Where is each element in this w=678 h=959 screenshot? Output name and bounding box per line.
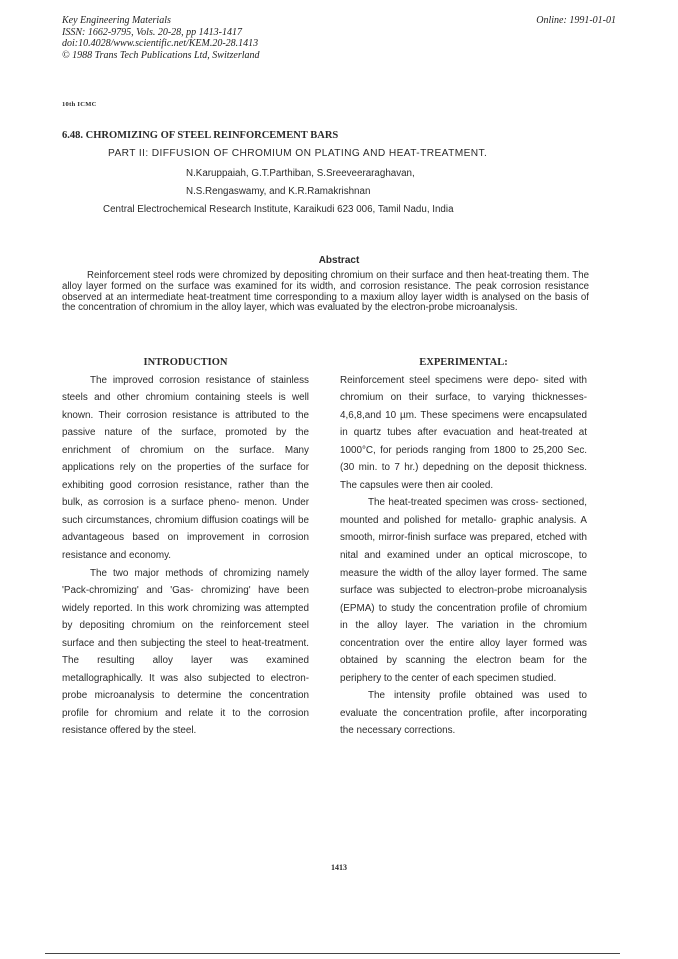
affiliation: Central Electrochemical Research Institute, Karaikudi 623 006, Tamil Nadu, India — [103, 204, 454, 215]
copyright-line: © 1988 Trans Tech Publications Ltd, Switzerland — [62, 49, 260, 61]
page-number: 1413 — [331, 863, 347, 872]
introduction-column — [62, 354, 309, 740]
experimental-heading: EXPERIMENTAL: — [419, 357, 508, 368]
publication-header — [62, 15, 260, 61]
abstract-body — [62, 271, 589, 314]
experimental-column — [340, 354, 587, 740]
abstract-text: Reinforcement steel rods were chromized by depositing chromium on their surface and then heat-treating them. The alloy layer formed on the surface was examined for its width, and corrosion resistance. The peak corrosion resistance observed at an intermediate heat-treatment time corresponding to a maxium alloy layer width is analysed on the basis of the concentration of chromium in the alloy layer, which was evaluated by the electron-probe microanalysis. — [62, 270, 589, 314]
journal-name: Key Engineering Materials — [62, 15, 171, 26]
bottom-rule — [45, 953, 620, 954]
authors-line-1: N.Karuppaiah, G.T.Parthiban, S.Sreeveeraraghavan, — [186, 168, 415, 179]
abstract-heading: Abstract — [318, 255, 360, 266]
experimental-paragraph-3: The intensity profile obtained was used to evaluate the concentration profile, after incorporating the necessary corrections. — [340, 690, 587, 737]
experimental-paragraph-1: Reinforcement steel specimens were depo- sited with chromium on their surface, to varying thicknesses-4,6,8,and 10 µm. These specimens were encapsulated in quartz tubes after evacuation and heat-treated at 1000°C, for periods ranging from 1800 to 25,200 Sec. (30 min. to 7 hr.) depedning on the deposit thickness. The capsules were then air cooled. — [340, 374, 587, 491]
experimental-paragraph-2: The heat-treated specimen was cross- sectioned, mounted and polished for metallo- graphic analysis. A smooth, mirror-finish surface was prepared, etched with nital and examined under an optical microscope, to measure the width of the alloy layer formed. The same surface was subjected to electron-probe microanalysis (EPMA) to study the concentration profile of chromium in the alloy layer. The variation in the chromium concentration over the entire alloy layer formed was obtained by scanning the electron beam for the periphery to the center of each specimen studied. — [340, 497, 587, 684]
paper-subtitle: PART II: DIFFUSION OF CHROMIUM ON PLATING AND HEAT-TREATMENT. — [108, 148, 488, 159]
online-date: Online: 1991-01-01 — [536, 15, 616, 26]
authors-line-2: N.S.Rengaswamy, and K.R.Ramakrishnan — [186, 186, 371, 197]
introduction-paragraph-2: The two major methods of chromizing namely 'Pack-chromizing' and 'Gas- chromizing' have been widely reported. In this work chromizing was attempted by depositing chromium on the reinforcement steel surface and then subjecting the steel to heat-treatment. The resulting alloy layer was examined metallographically. It was also subjected to electron-probe microanalysis to determine the concentration profile for chromium and relate it to the corrosion resistance offered by the steel. — [62, 567, 309, 737]
doi-line: doi:10.4028/www.scientific.net/KEM.20-28.1413 — [62, 38, 259, 49]
introduction-paragraph-1: The improved corrosion resistance of stainless steels and other chromium containing steels is well known. Their corrosion resistance is attributed to the passive nature of the surface, promoted by the enrichment of chromium on the surface. Many applications rely on the properties of the surface for exhibiting good corrosion resistance, rather than the bulk, as corrosion is a surface pheno- menon. Under such circumstances, chromium diffusion coatings will be advantageous based on improvement in corrosion resistance and economy. — [62, 374, 309, 562]
introduction-heading: INTRODUCTION — [143, 357, 228, 368]
conference-label: 10th ICMC — [62, 101, 97, 108]
issn-line: ISSN: 1662-9795, Vols. 20-28, pp 1413-1417 — [62, 26, 242, 38]
paper-title: 6.48. CHROMIZING OF STEEL REINFORCEMENT BARS — [62, 130, 339, 141]
